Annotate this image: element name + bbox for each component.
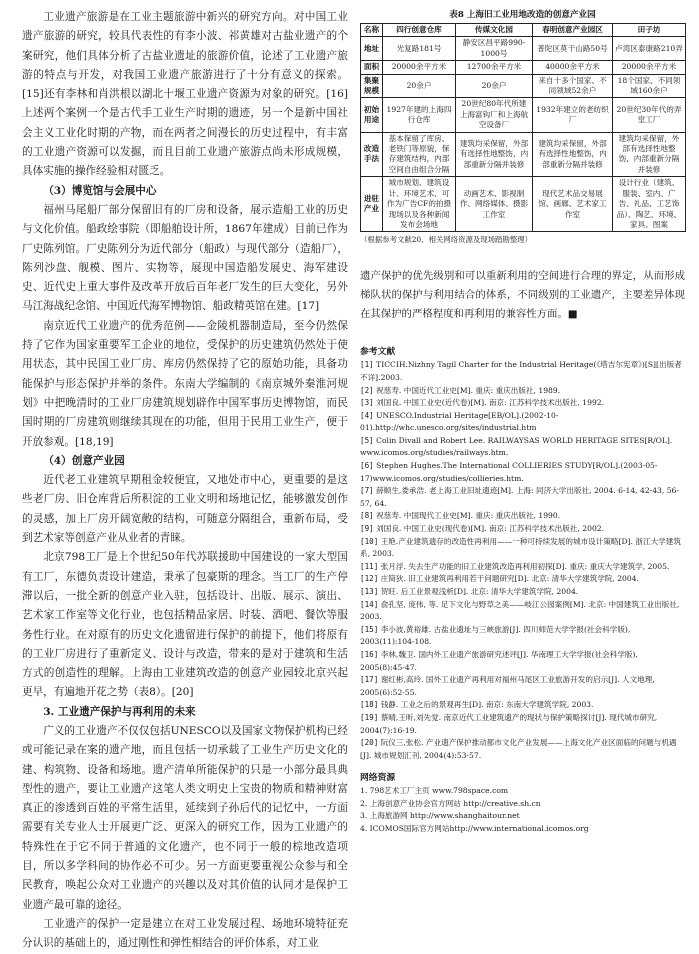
table-cell: 普陀区莫干山路50号 <box>533 37 613 61</box>
table-header-row <box>361 24 686 37</box>
reference-text: 钱静. 工业之后的景观再生[D]. 南京: 东南大学建筑学院, 2003. <box>380 700 594 710</box>
reference-item <box>360 485 685 510</box>
table-cell: 1927年建的上海四行仓库 <box>383 98 456 132</box>
reference-text: 王艳.产业建筑遗存的改造性再利用——一种可持续发展的城市设计策略[D]. 浙江大学建筑系, 2003. <box>360 536 681 559</box>
reference-item <box>360 359 685 384</box>
table-cell: 设计行业（建筑、服装、室内、广告、礼品、工艺饰品）、陶艺、环境、家具、图案 <box>613 177 686 232</box>
reference-item <box>360 397 685 410</box>
reference-text: 庄简狄. 旧工业建筑再利用若干问题研究[D]. 北京: 清华大学建筑学院, 2004. <box>380 574 639 584</box>
reference-number: [5] <box>360 435 374 445</box>
table-cell: 1932年建立的老纺织厂 <box>533 98 613 132</box>
reference-text: 薛顺生,娄承浩. 老上海工业旧址遗迹[M]. 上海: 同济大学出版社, 2004. 6-14, 42-43, 56-57, 64. <box>360 486 679 508</box>
right-column <box>360 8 685 835</box>
heading-creative-parks: （4）创意产业园 <box>43 454 125 467</box>
table-cell: 光复路181号 <box>383 37 456 61</box>
reference-text: 张月浮. 失去生产功能的旧工业建筑改造再利用初探[D]. 重庆: 重庆大学建筑学, 2005. <box>380 561 670 571</box>
reference-item <box>360 712 685 737</box>
reference-item <box>360 737 685 762</box>
table-header-cell: 田子坊 <box>613 24 686 37</box>
table-cell: 20世纪80年代所建上海富钩厂和上海航空设备厂 <box>456 98 533 132</box>
table-cell: 现代艺术品交易展馆、画廊、艺术家工作室 <box>533 177 613 232</box>
continuation-text <box>360 267 685 324</box>
web-resource-link[interactable]: 4. ICOMOS国际官方网站http://www.international.icomos.org <box>360 823 589 833</box>
table-cell: 静安区昌平路990-1000号 <box>456 37 533 61</box>
reference-item <box>360 586 685 599</box>
reference-text: 谢红彬,高玲. 国外工业遗产再利用对福州马尾区工业旅游开发的启示[J]. 人文地理, 2005(6):52-55. <box>360 675 655 697</box>
reference-item <box>360 561 685 574</box>
reference-text: 刘国良. 中国工业史(近代卷)[M]. 南京: 江苏科学技术出版社, 1992. <box>376 398 605 408</box>
table-row <box>361 98 686 132</box>
table-cell: 来自十多个国家、不同领域52余户 <box>533 74 613 98</box>
paragraph-protection: 工业遗产的保护一定是建立在对工业发展过程、场地环境特征充分认识的基础上的，通过刚性和弹性相结合的评价体系，对工业 <box>22 917 348 950</box>
row-label: 改造手法 <box>361 132 383 177</box>
paragraph-continuation: 遗产保护的优先级别和可以重新利用的空间进行合理的界定，从而形成梯队状的保护与利用结合的体系，不同级别的工业遗产，主要差异体现在其保护的严格程度和再利用的兼容性方面。■ <box>360 270 685 321</box>
table-header-cell: 名称 <box>361 24 383 37</box>
table-cell: 20000余平方米 <box>383 61 456 74</box>
row-label: 初始用途 <box>361 98 383 132</box>
reference-item <box>360 649 685 674</box>
table-header-cell: 春明创意产业园区 <box>533 24 613 37</box>
reference-item <box>360 435 685 460</box>
row-label: 集聚规模 <box>361 74 383 98</box>
web-resource-link[interactable]: 1. 798艺术工厂主页 www.798space.com <box>360 786 509 796</box>
reference-item <box>360 699 685 712</box>
paragraph-broad-heritage: 广义的工业遗产不仅仅包括UNESCO以及国家文物保护机构已经或可能记录在案的遗产地，而且包括一切承载了工业生产历史文化的建、构筑物、设备和场地。遗产清单所能保护的只是一小部分最具典型性的遗产，要让工业遗产这笔人类文明史上宝贵的物质和精神财富真正的渗透到百姓的平常生活里，延续到子孙后代的记忆中，一方面需要有关专业人士开展更广泛、更深入的研究工作，因为工业遗产的特殊性在于它不同于普通的文化遗产，也不同于一般的棕地改造项目，所以多学科间的协作必不可少。另一方面更要重视公众参与和全民教育，唤起公众对工业遗产的兴趣以及对其价值的认同才是保护工业遗产最可靠的途径。 <box>22 724 348 911</box>
table-header-cell: 四行创意仓库 <box>383 24 456 37</box>
reference-number: [8] <box>360 511 374 521</box>
table-caption: 表8 上海旧工业用地改造的创意产业园 <box>449 10 596 20</box>
reference-number: [20] <box>360 738 379 748</box>
reference-number: [6] <box>360 461 374 471</box>
reference-number: [13] <box>360 587 379 596</box>
reference-text: Stephen Hughes.The International COLLIERIES STUDY[R/OL].(2003-05-17)www.icomos.org/studies/collieries.htm. <box>360 461 658 483</box>
table-cell: 卢湾区泰康路210弄 <box>613 37 686 61</box>
paragraph-nanjing-jinling: 南京近代工业遗产的优秀范例——金陵机器制造局，至今仍然保持了它作为国家重要军工企业的地位，受保护的历史建筑仍然处于使用状态，其中民国工业厂房、库房仍然保持了它的原始功能，具备功能保护与形态保护并举的条件。东南大学编制的《南京城外秦淮河规划》中把晚清时的工业厂房建筑规划辟作中国军事历史博物馆，而民国时期的厂房建筑则继续其现在的功能，但用于民用工业生产，便于开放参观。[18,19] <box>22 319 348 448</box>
references-list <box>360 359 685 762</box>
references-title: 参考文献 <box>360 347 396 358</box>
reference-text: UNESCO.Industrial Heritage[EB/OL].(2002-10-01).http://whc.unesco.org/sites/industrial.htm <box>360 410 559 433</box>
paragraph-beijing-798: 北京798工厂是上个世纪50年代苏联援助中国建设的一家大型国有工厂，东德负责设计建造，秉承了包豪斯的理念。当工厂的生产停滞以后，一批全新的创意产业入驻，包括设计、出版、展示、演出、艺术家工作室等文化行业，也包括精品家居、时装、酒吧、餐饮等服务性行业。在对原有的历史文化遗留进行保护的前提下，他们将原有的工业厂房进行了重新定义、设计与改造，带来的是对于建筑和生活方式的创造性的理解。上海由工业建筑改造的创意产业园较北京兴起更早，有遍地开花之势（表8）。[20] <box>22 551 348 699</box>
table-row <box>361 37 686 61</box>
reference-item <box>360 523 685 536</box>
reference-text: 贺旺. 后工业景观浅析[D]. 北京: 清华大学建筑学院, 2004. <box>380 587 579 596</box>
reference-text: Colin Divall and Robert Lee. RAILWAYSAS WORLD HERITAGE SITES[R/OL]. www.icomos.org/studies/railways.htm. <box>360 435 673 458</box>
creative-parks-table <box>360 23 686 232</box>
reference-number: [9] <box>360 524 374 534</box>
reference-number: [18] <box>360 700 379 710</box>
reference-number: [17] <box>360 675 379 685</box>
heading-future: 3. 工业遗产保护与再利用的未来 <box>43 705 196 718</box>
heading-museums-exhibitions: （3）博览馆与会展中心 <box>43 184 157 197</box>
reference-item <box>360 599 685 624</box>
row-label: 进驻产业 <box>361 177 383 232</box>
table-source-note: （根据参考文献20、相关网络资源及现场踏勘整理） <box>360 235 533 245</box>
table-cell: 12700余平方米 <box>456 61 533 74</box>
reference-text: 蔡晴,王昕,刘先觉. 南京近代工业建筑遗产的现状与保护策略探讨[J]. 现代城市研究, 2004(7):16-19. <box>360 712 658 735</box>
reference-text: 阮仪三,张松. 产业遗产保护推动都市文化产业发展——上海文化产业区面临的问题与机遇[J]. 城市规划汇刊, 2004(4):53-57. <box>360 738 677 760</box>
table-row <box>361 74 686 98</box>
web-resource-link[interactable]: 3. 上海旅游网 http://www.shanghaitour.net <box>360 811 520 821</box>
reference-item <box>360 536 685 561</box>
reference-number: [12] <box>360 574 379 584</box>
table-row <box>361 177 686 232</box>
left-column <box>22 8 348 954</box>
reference-text: 李小波,黄裕雄. 古盐业遗址与三峡旅游[J]. 四川师范大学学报(社会科学版), 2003(11):104-108. <box>360 624 631 647</box>
table-row <box>361 61 686 74</box>
reference-item <box>360 573 685 586</box>
web-resource-link[interactable]: 2. 上海创意产业协会官方网站 http://creative.sh.cn <box>360 798 541 808</box>
table-cell: 建筑均采保留，外部有选择性地整饬，内部重新分隔并装修 <box>456 132 533 177</box>
reference-number: [1] <box>360 360 374 370</box>
paragraph-creative-industry: 近代老工业建筑早期租金较便宜，又地处市中心，更重要的是这些老厂房、旧仓库背后所积淀的工业文明和场地记忆，能够激发创作的灵感，加上厂房开阔宽敞的结构，可随意分隔组合，重新布局，受到艺术家等创意产业从业者的青睐。 <box>22 474 348 545</box>
reference-item <box>360 674 685 699</box>
table-row <box>361 132 686 177</box>
table-cell: 18个国家、不同领域160余户 <box>613 74 686 98</box>
row-label: 地址 <box>361 37 383 61</box>
reference-item <box>360 385 685 398</box>
reference-number: [15] <box>360 624 379 634</box>
table-cell: 基本保留了库房、老铁门等原貌，保存建筑结构，内部空间自由组合分隔 <box>383 132 456 177</box>
reference-text: 祝慈寿. 中国近代工业史[M]. 重庆: 重庆出版社, 1989. <box>376 385 561 395</box>
web-resources-title: 网络资源 <box>360 773 396 784</box>
table-cell: 20余户 <box>456 74 533 98</box>
reference-number: [7] <box>360 486 374 496</box>
reference-item <box>360 510 685 523</box>
reference-number: [2] <box>360 385 374 395</box>
reference-text: 刘国良. 中国工业史(现代卷)[M]. 南京: 江苏科学技术出版社, 2002. <box>376 524 605 534</box>
table-cell: 40000余平方米 <box>533 61 613 74</box>
reference-number: [10] <box>360 536 379 546</box>
reference-item <box>360 410 685 435</box>
web-resources-list <box>360 785 685 835</box>
reference-text: 李林,魏卫. 国内外工业遗产旅游研究述评[J]. 华南理工大学学报(社会科学版), 2005(8):45-47. <box>360 649 638 672</box>
reference-number: [14] <box>360 599 379 609</box>
reference-number: [4] <box>360 410 374 420</box>
table-cell: 城市规划、建筑设计、环境艺术、可作为广告CF的拍摄现场以及各种新闻发布会场地 <box>383 177 456 232</box>
reference-number: [11] <box>360 561 379 571</box>
paragraph-fuzhou-shipyard: 福州马尾船厂部分保留旧有的厂房和设备，展示造船工业的历史与文化价值。船政绘事院（即船舶设计所，1867年建成）目前已作为厂史陈列馆。厂史陈列分为近代部分（船政）与现代部分（造船厂），陈列沙盘、舰模、图片、实物等，展现中国造船发展史、海军建设史、近代史上重大事件及改革开放后百年老厂发生的巨大变化，另外马江海战纪念馆、中国近代海军博物馆、船政精英馆在建。[17] <box>22 203 348 313</box>
table-cell: 20世纪30年代的弄堂工厂 <box>613 98 686 132</box>
table-header-cell: 传媒文化园 <box>456 24 533 37</box>
table-cell: 20余户 <box>383 74 456 98</box>
table-cell: 动画艺术、影视制作、网络媒体、摄影工作室 <box>456 177 533 232</box>
reference-item <box>360 624 685 649</box>
table-cell: 建筑均采保留，外部有选择性地整饬，内部重新分隔并装修 <box>533 132 613 177</box>
table-cell: 20000余平方米 <box>613 61 686 74</box>
row-label: 面积 <box>361 61 383 74</box>
reference-item <box>360 460 685 485</box>
reference-number: [19] <box>360 712 379 722</box>
reference-text: 俞孔坚, 庞伟, 等. 足下文化与野草之美——岐江公园案例[M]. 北京: 中国建筑工业出版社, 2003. <box>360 599 680 622</box>
reference-text: 祝慈寿. 中国现代工业史[M]. 重庆: 重庆出版社, 1990. <box>376 511 561 521</box>
reference-text: TICCIH.Nizhny Tagil Charter for the Industrial Heritage(《塔吉尔宪章》)[S][出版者不详].2003. <box>360 360 682 382</box>
reference-number: [16] <box>360 649 379 659</box>
reference-number: [3] <box>360 398 374 408</box>
table-cell: 建筑均采保留，外部有选择性地整饬，内部重新分隔并装修 <box>613 132 686 177</box>
paragraph-industrial-tourism: 工业遗产旅游是在工业主题旅游中新兴的研究方向。对中国工业遗产旅游的研究，较具代表性的有李小波、祁黄雄对古盐业遗产的个案研究，他们具体分析了古盐业遗址的旅游价值，论述了工业遗产旅游的特点与开发，对我国工业遗产旅游进行了十分有意义的探索。[15]还有李林和肖洪根以湖北十堰工业遗产资源为对象的研究。[16]上述两个案例一个是古代手工业生产时期的遗迹，另一个是新中国社会主义工业化时期的产物，而在两者之间漫长的历史过程中，有丰富的工业遗产资源可以发掘，而且目前工业遗产旅游点尚未形成规模，具体实施的操作经验相对匮乏。 <box>22 11 348 178</box>
